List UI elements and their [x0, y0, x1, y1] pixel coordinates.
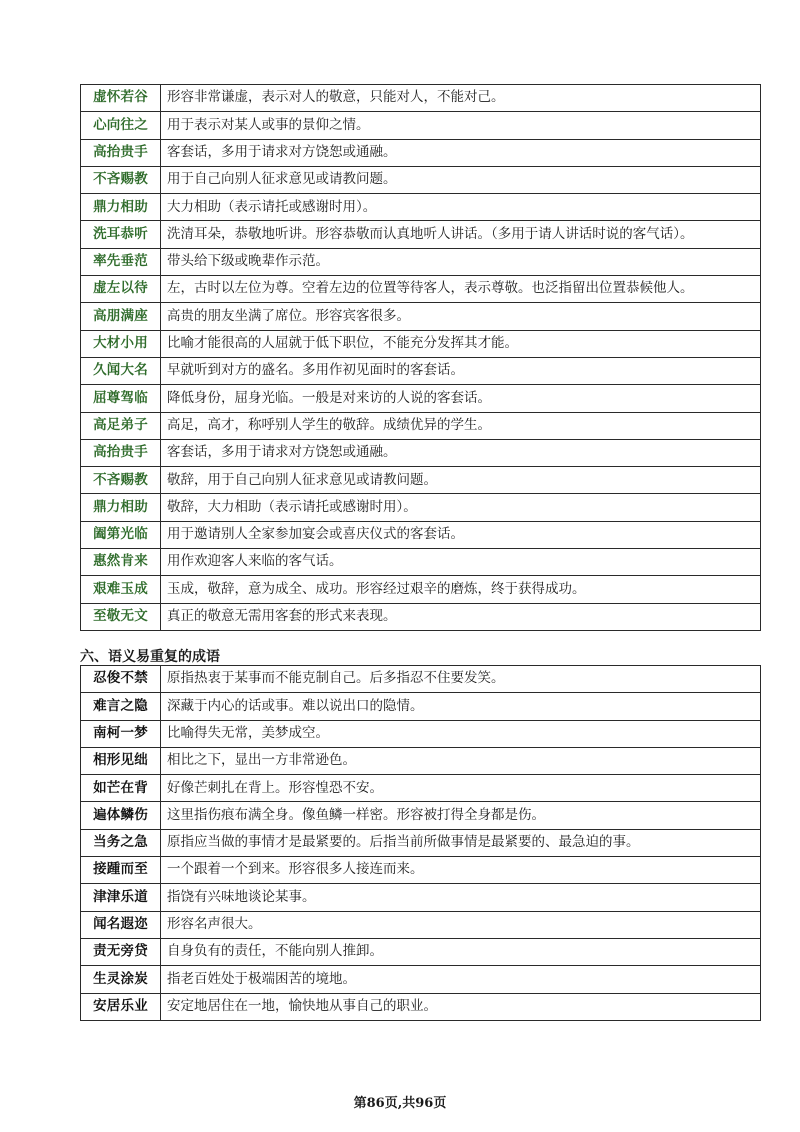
idiom-term: 当务之急	[81, 829, 161, 856]
table-row	[81, 194, 761, 221]
table-row	[81, 666, 761, 693]
idiom-term: 高抬贵手	[81, 139, 161, 166]
idiom-term: 接踵而至	[81, 857, 161, 884]
idiom-definition: 相比之下，显出一方非常逊色。	[161, 747, 761, 774]
table-row	[81, 412, 761, 439]
table-row	[81, 221, 761, 248]
table-row	[81, 720, 761, 747]
idiom-term: 阖第光临	[81, 521, 161, 548]
idiom-term: 难言之隐	[81, 693, 161, 720]
idiom-term: 遍体鳞伤	[81, 802, 161, 829]
idiom-term: 相形见绌	[81, 747, 161, 774]
idiom-definition: 玉成，敬辞，意为成全、成功。形容经过艰辛的磨炼，终于获得成功。	[161, 576, 761, 603]
idiom-definition: 原指热衷于某事而不能克制自己。后多指忍不住要发笑。	[161, 666, 761, 693]
idiom-definition: 自身负有的责任，不能向别人推卸。	[161, 938, 761, 965]
table-row	[81, 357, 761, 384]
table-row	[81, 802, 761, 829]
idiom-term: 忍俊不禁	[81, 666, 161, 693]
idiom-definition: 大力相助（表示请托或感谢时用）。	[161, 194, 761, 221]
table-row	[81, 911, 761, 938]
idiom-definition: 指老百姓处于极端困苦的境地。	[161, 966, 761, 993]
idiom-definition: 好像芒刺扎在背上。形容惶恐不安。	[161, 775, 761, 802]
idiom-definition: 这里指伤痕布满全身。像鱼鳞一样密。形容被打得全身都是伤。	[161, 802, 761, 829]
idiom-definition: 指饶有兴味地谈论某事。	[161, 884, 761, 911]
idiom-term: 洗耳恭听	[81, 221, 161, 248]
idiom-definition: 真正的敬意无需用客套的形式来表现。	[161, 603, 761, 630]
idiom-term: 津津乐道	[81, 884, 161, 911]
idiom-term: 虚左以待	[81, 276, 161, 303]
idiom-definition: 用作欢迎客人来临的客气话。	[161, 549, 761, 576]
idiom-definition: 敬辞，用于自己向别人征求意见或请教问题。	[161, 467, 761, 494]
idiom-definition: 比喻得失无常，美梦成空。	[161, 720, 761, 747]
idiom-definition: 用于自己向别人征求意见或请教问题。	[161, 166, 761, 193]
idiom-term: 鼎力相助	[81, 494, 161, 521]
idiom-term: 鼎力相助	[81, 194, 161, 221]
idiom-term: 高朋满座	[81, 303, 161, 330]
idiom-term: 生灵涂炭	[81, 966, 161, 993]
table-row	[81, 139, 761, 166]
idiom-definition: 洗清耳朵，恭敬地听讲。形容恭敬而认真地听人讲话。（多用于请人讲话时说的客气话）。	[161, 221, 761, 248]
table-row	[81, 747, 761, 774]
table-row	[81, 467, 761, 494]
table-row	[81, 603, 761, 630]
table-row	[81, 521, 761, 548]
idiom-definition: 高足，高才，称呼别人学生的敬辞。成绩优异的学生。	[161, 412, 761, 439]
idiom-term: 惠然肯来	[81, 549, 161, 576]
table-row	[81, 775, 761, 802]
section-heading: 六、语义易重复的成语	[80, 649, 220, 665]
table-row	[81, 248, 761, 275]
table-row	[81, 276, 761, 303]
idiom-term: 至敬无文	[81, 603, 161, 630]
table-row	[81, 439, 761, 466]
idiom-term: 南柯一梦	[81, 720, 161, 747]
idiom-term: 闻名遐迩	[81, 911, 161, 938]
table-row	[81, 330, 761, 357]
idiom-definition: 一个跟着一个到来。形容很多人接连而来。	[161, 857, 761, 884]
table-row	[81, 966, 761, 993]
idiom-definition: 高贵的朋友坐满了席位。形容宾客很多。	[161, 303, 761, 330]
idiom-term: 虚怀若谷	[81, 85, 161, 112]
table-row	[81, 884, 761, 911]
idiom-term: 心向往之	[81, 112, 161, 139]
table-row	[81, 494, 761, 521]
idiom-definition: 带头给下级或晚辈作示范。	[161, 248, 761, 275]
idiom-term: 率先垂范	[81, 248, 161, 275]
idiom-term: 如芒在背	[81, 775, 161, 802]
idiom-definition: 安定地居住在一地，愉快地从事自己的职业。	[161, 993, 761, 1020]
idiom-definition: 形容非常谦虚，表示对人的敬意，只能对人，不能对己。	[161, 85, 761, 112]
idiom-definition: 比喻才能很高的人屈就于低下职位，不能充分发挥其才能。	[161, 330, 761, 357]
idiom-term: 安居乐业	[81, 993, 161, 1020]
idiom-definition: 用于表示对某人或事的景仰之情。	[161, 112, 761, 139]
table-row	[81, 85, 761, 112]
table-row	[81, 166, 761, 193]
idiom-definition: 降低身份，屈身光临。一般是对来访的人说的客套话。	[161, 385, 761, 412]
idiom-term: 屈尊驾临	[81, 385, 161, 412]
idiom-term: 久闻大名	[81, 357, 161, 384]
table-row	[81, 993, 761, 1020]
idiom-definition: 敬辞，大力相助（表示请托或感谢时用）。	[161, 494, 761, 521]
table-row	[81, 938, 761, 965]
table-row	[81, 112, 761, 139]
idiom-definition: 形容名声很大。	[161, 911, 761, 938]
idiom-table-respectful	[80, 84, 761, 631]
idiom-definition: 客套话，多用于请求对方饶恕或通融。	[161, 139, 761, 166]
page-indicator: 第86页,共96页	[353, 1096, 447, 1111]
idiom-definition: 早就听到对方的盛名。多用作初见面时的客套话。	[161, 357, 761, 384]
idiom-definition: 深藏于内心的话或事。难以说出口的隐情。	[161, 693, 761, 720]
idiom-definition: 客套话，多用于请求对方饶恕或通融。	[161, 439, 761, 466]
idiom-term: 高抬贵手	[81, 439, 161, 466]
idiom-term: 艰难玉成	[81, 576, 161, 603]
table-row	[81, 576, 761, 603]
idiom-term: 高足弟子	[81, 412, 161, 439]
idiom-table-redundant	[80, 665, 761, 1021]
table-row	[81, 549, 761, 576]
table-row	[81, 693, 761, 720]
table-row	[81, 829, 761, 856]
idiom-term: 不吝赐教	[81, 166, 161, 193]
table-row	[81, 303, 761, 330]
idiom-term: 不吝赐教	[81, 467, 161, 494]
idiom-definition: 原指应当做的事情才是最紧要的。后指当前所做事情是最紧要的、最急迫的事。	[161, 829, 761, 856]
idiom-definition: 用于邀请别人全家参加宴会或喜庆仪式的客套话。	[161, 521, 761, 548]
table-row	[81, 857, 761, 884]
table-row	[81, 385, 761, 412]
idiom-term: 大材小用	[81, 330, 161, 357]
idiom-term: 责无旁贷	[81, 938, 161, 965]
idiom-definition: 左，古时以左位为尊。空着左边的位置等待客人，表示尊敬。也泛指留出位置恭候他人。	[161, 276, 761, 303]
